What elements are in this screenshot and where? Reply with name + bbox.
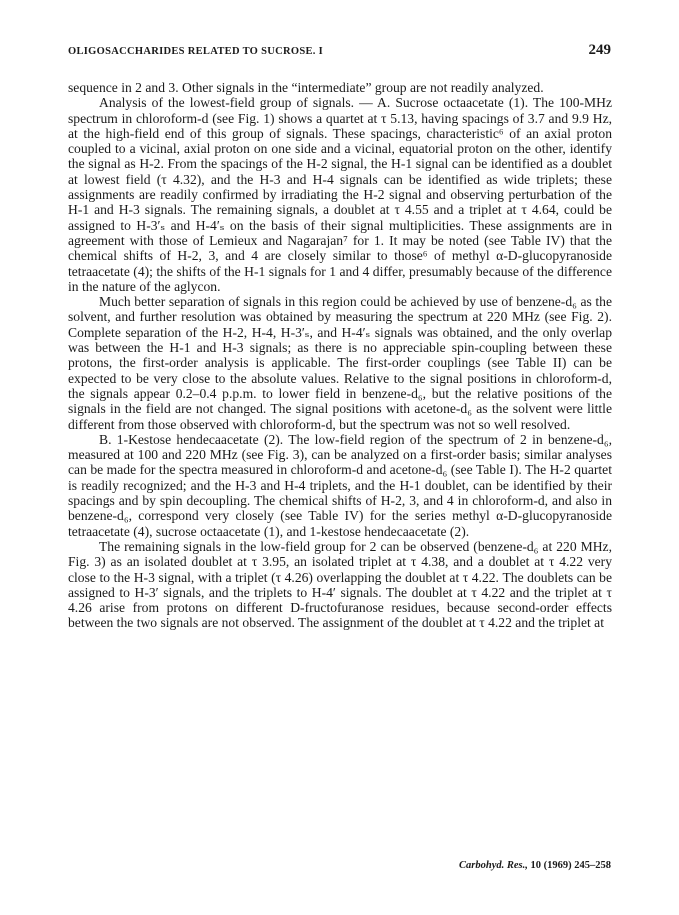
running-title: OLIGOSACCHARIDES RELATED TO SUCROSE. I — [68, 46, 324, 57]
paragraph: Analysis of the lowest-field group of signals. — A. Sucrose octaacetate (1). The 100-MHz spectrum in chloroform-d (see Fig. 1) shows a quartet at τ 5.13, having spacings of 3.7 and 9.9 Hz, at the high-field end of this group of signals. These spacings, characteristic⁶ of an axial proton coupled to a vicinal, axial proton on one side and a vicinal, equatorial proton on the other, identify the signal as H-2. From the spacings of the H-2 signal, the H-1 signal can be identified as a doublet at lowest field (τ 4.32), and the H-3 and H-4 signals can be identified as wide triplets; these assignments are readily confirmed by irradiating the H-2 signal and observing perturbation of the H-1 and H-3 signals. The remaining signals, a doublet at τ 4.55 and a triplet at τ 4.64, could be assigned to H-3′ₛ and H-4′ₛ on the basis of their signal multiplicities. These assignments are in agreement with those of Lemieux and Nagarajan⁷ for 1. It may be noted (see Table IV) that the chemical shifts of H-2, 3, and 4 are closely similar to those⁶ of methyl α-D-glucopyranoside tetraacetate (4); the shifts of the H-1 signals for 1 and 4 differ, presumably because of the difference in the nature of the aglycon. — [68, 95, 612, 294]
body-text — [68, 80, 612, 631]
paragraph: Much better separation of signals in this region could be achieved by use of benzene-d₆ as the solvent, and further resolution was obtained by measuring the spectrum at 220 MHz (see Fig. 2). Complete separation of the H-2, H-4, H-3′ₛ, and H-4′ₛ signals was obtained, and the only overlap was between the H-1 and H-3 signals; as there is no appreciable spin-coupling between these protons, the first-order analysis is applicable. The first-order couplings (see Table II) can be expected to be very close to the absolute values. Relative to the signal positions in chloroform-d, the signals appear 0.2–0.4 p.p.m. to lower field in benzene-d₆, but the relative positions of the signals in the field are not changed. The signal positions with acetone-d₆ as the solvent were little different from those observed with chloroform-d, but the spectrum was not so well resolved. — [68, 294, 612, 432]
volume-pages: 10 (1969) 245–258 — [530, 860, 611, 871]
journal-name: Carbohyd. Res., — [459, 860, 528, 871]
paragraph: sequence in 2 and 3. Other signals in the “intermediate” group are not readily analyzed. — [68, 80, 544, 95]
page-number: 249 — [588, 42, 611, 58]
paragraph: The remaining signals in the low-field group for 2 can be observed (benzene-d₆ at 220 MHz, Fig. 3) as an isolated doublet at τ 3.95, an isolated triplet at τ 4.38, and a doublet at τ 4.22 very close to the H-3 signal, with a triplet (τ 4.26) overlapping the doublet at τ 4.22. The doublets can be assigned to H-3′ signals, and the triplets to H-4′ signals. The doublet at τ 4.22 and the triplet at τ 4.26 arise from protons on different D-fructofuranose residues, because second-order effects between the two signals are not observed. The assignment of the doublet at τ 4.22 and the triplet at — [68, 538, 612, 631]
paragraph: B. 1-Kestose hendecaacetate (2). The low-field region of the spectrum of 2 in benzene-d₆, measured at 100 and 220 MHz (see Fig. 3), can be analyzed on a first-order basis; similar analyses can be made for the spectra measured in chloroform-d and acetone-d₆ (see Table I). The H-2 quartet is readily recognized; and the H-3 and H-4 triplets, and the H-1 doublet, can be identified by their spacings and by spin decoupling. The chemical shifts of H-2, 3, and 4 in chloroform-d, and also in benzene-d₆, correspond very closely (see Table IV) for the series methyl α-D-glucopyranoside tetraacetate (4), sucrose octaacetate (1), and 1-kestose hendecaacetate (2). — [68, 431, 612, 539]
journal-citation — [459, 860, 611, 871]
